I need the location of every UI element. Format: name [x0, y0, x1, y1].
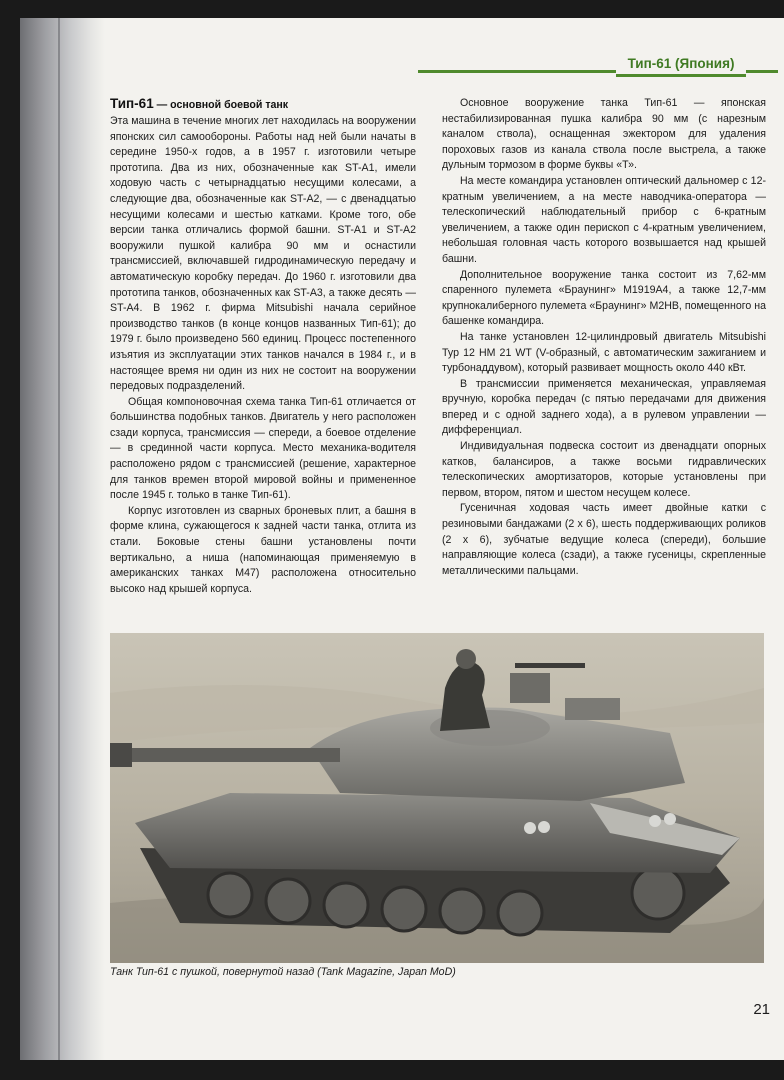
tank-photo	[110, 633, 764, 963]
running-header: Тип-61 (Япония)	[616, 54, 746, 77]
paragraph: Индивидуальная подвеска состоит из двенадцати опорных катков, балансиров, а также восьми гидравлических телескопических амортизаторов, которые установлены при первом, втором, пятом и шестом несущем колесе.	[442, 440, 766, 499]
article-title: Тип-61	[110, 96, 154, 111]
paragraph: Дополнительное вооружение танка состоит из 7,62-мм спаренного пулемета «Браунинг» M1919A4, а также 12,7-мм крупнокалиберного пулемета «Браунинг» M2HB, помещенного на башенке командира.	[442, 268, 766, 328]
article-subtitle: — основной боевой танк	[153, 99, 289, 111]
page-number: 21	[753, 1001, 770, 1018]
paragraph: Гусеничная ходовая часть имеет двойные катки с резиновыми бандажами (2 x 6), шесть поддерживающих роликов (2 x 6), зубчатые ведущие колеса (спереди), большие направляющие колеса (сзади), а также гусеницы, скрепленные металлическими пальцами.	[442, 502, 766, 577]
book-page	[20, 18, 784, 1060]
tank-illustration	[110, 633, 764, 963]
text-column-right	[442, 96, 766, 579]
paragraph: Корпус изготовлен из сварных броневых плит, а башня в форме клина, сужающегося к задней части танка, отлита из стали. Боковые стены башни установлены почти вертикально, а ниша (напоминающая применяемую в американских танках M47) расположена относительно высоко над крышей корпуса.	[110, 504, 416, 595]
paragraph: Основное вооружение танка Тип-61 — японская нестабилизированная пушка калибра 90 мм (с нарезным каналом ствола), оснащенная эжектором для удаления пороховых газов из канала ствола после выстрела, а также дульным тормозом в форме буквы «Т».	[442, 97, 766, 172]
paragraph: На месте командира установлен оптический дальномер с 12-кратным увеличением, а на месте наводчика-оператора — телескопический наблюдательный прибор с 6-кратным увеличением, а также один перископ с 4-кратным увеличением, небольшая головная часть которого возвышается над крышей башни.	[442, 174, 766, 265]
photo-caption: Танк Тип-61 с пушкой, повернутой назад (Tank Magazine, Japan MoD)	[110, 966, 456, 978]
article-heading	[110, 96, 416, 113]
gutter-fold-line	[58, 18, 60, 1060]
text-column-left	[110, 96, 416, 597]
paragraph: В трансмиссии применяется механическая, управляемая вручную, коробка передач (с пятью передачами для движения вперед и с одной заднего хода), а в рулевом управлении — дифференциал.	[442, 377, 766, 437]
book-gutter-shadow	[20, 18, 105, 1060]
paragraph: Общая компоновочная схема танка Тип-61 отличается от большинства подобных танков. Двигатель у него расположен сзади корпуса, трансмиссия — спереди, а боевое отделение — в срединной части корпуса. Место механика-водителя расположено рядом с трансмиссией (решение, характерное для танков времен второй мировой войны и примененное после 1945 г. только в танке Тип-61).	[110, 395, 416, 502]
paragraph: Эта машина в течение многих лет находилась на вооружении японских сил самообороны. Работы над ней были начаты в середине 1950-х годов, а в 1957 г. изготовили четыре прототипа. Два из них, обозначенные как ST-A1, имели ходовую часть с четырнадцатью несущими колесами, а следующие два, обозначенные как ST-A2, — с двенадцатью несущими колесами и шестью катками. Кроме того, обе версии танка отличались формой башни. ST-A1 и ST-A2 вооружили пушкой калибра 90 мм и оснастили трансмиссией, включавшей гидродинамическую передачу и автоматическую коробку передач. До 1960 г. изготовили два прототипа танков, обозначенных как ST-A3, а также десять — ST-A4. В 1962 г. фирма Mitsubishi начала серийное производство танков (в конце концов названных Тип-61); до 1979 г. было произведено 560 единиц. Процесс постепенного изъятия из эксплуатации этих танков начался в 1984 г., и в настоящее время ни один из них не состоит на вооружении передовых подразделений.	[110, 115, 416, 393]
paragraph: На танке установлен 12-цилиндровый двигатель Mitsubishi Typ 12 HM 21 WT (V-образный, с автоматическим зажиганием и турбонаддувом), который развивает мощность около 440 кВт.	[442, 330, 766, 375]
